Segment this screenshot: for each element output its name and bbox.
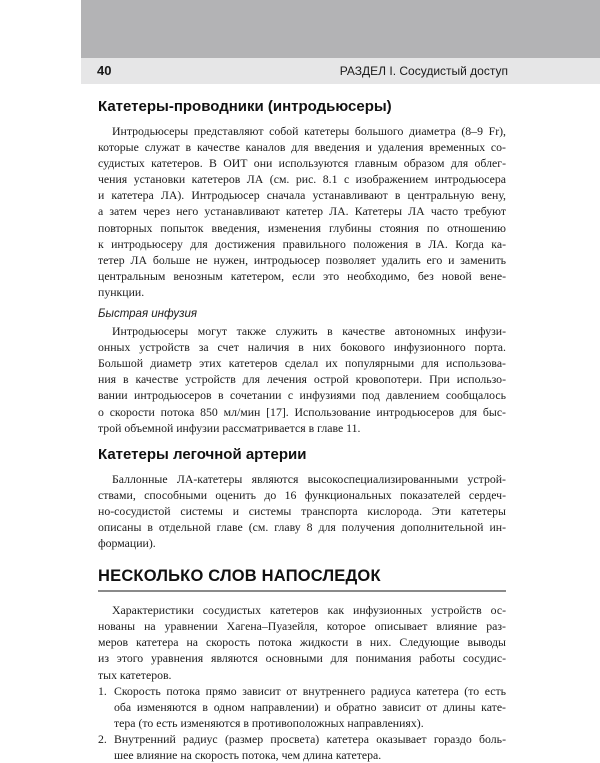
text-line: ния в качестве устройств для лечения острой кровопотери. При использо- [98,372,506,387]
text-line: ствами, способными оценить до 16 функциональных показателей сердеч- [98,487,506,502]
text-line: Баллонные ЛА-катетеры являются высокоспециализированными устрой- [112,471,506,486]
page-content [98,92,506,763]
text-line: Интродьюсеры представляют собой катетеры большого диаметра (8–9 Fr), [112,124,506,138]
text-line: нованы на уравнении Хагена–Пуазейля, которое описывает влияние раз- [98,619,506,634]
text-line: онных устройств за счет наличия в них бокового инфузионного порта. [98,340,506,355]
page-number: 40 [97,63,112,78]
text-line: из этого уравнения являются основными для понимания работы сосудис- [98,651,506,666]
text-line: и катетера ЛА). Интродьюсер сначала устанавливают в центральную вену, [98,188,506,203]
text-line: тетер ЛА больше не нужен, интродьюсер позволяет удалить его и заменить [98,252,506,267]
text-line: Скорость потока прямо зависит от внутреннего радиуса катетера (то есть [114,683,506,698]
header-gray-block [81,0,600,58]
paragraph-pa-catheters [98,471,506,551]
list-item [98,683,506,731]
paragraph-final-words [98,602,506,682]
text-line: которые служат в качестве каналов для введения и удаления временных со- [98,140,506,155]
list-number: 1. [98,683,107,698]
text-line: вании интродьюсеров в сочетании с инфузиями под давлением сообщалось [98,388,506,403]
text-line: описаны в отдельной главе (см. главу 8 для получения дополнительной ин- [98,519,506,534]
text-line: трой объемной инфузии рассматривается в главе 11. [98,420,361,435]
text-line: тых катетеров. [98,667,172,682]
text-line: повторных попыток введения, изменения глубины стояния по отношению [98,220,506,235]
running-head: РАЗДЕЛ I. Сосудистый доступ [339,64,508,78]
final-words-heading-block [98,567,506,592]
list-item [98,731,506,763]
text-line: но-сосудистой системы и системы транспорта кислорода. Эти катетеры [98,503,506,518]
text-line: меров катетера на скорость потока жидкости в них. Следующие выводы [98,635,506,650]
text-line: а затем через него устанавливают катетер ЛА. Катетеры ЛА часто требуют [98,204,506,219]
text-line: тера (то есть изменяются в противоположных направлениях). [114,715,424,730]
text-line: формации). [98,536,156,551]
text-line: шее влияние на скорость потока, чем длина катетера. [114,748,382,762]
text-line: чения установки катетеров ЛА (см. рис. 8.1 с изображением интродьюсера [98,172,506,187]
paragraph-rapid-infusion [98,323,506,436]
text-line: оба изменяются в одном направлении) и обратно зависит от длины кате- [114,699,506,714]
section-title-final-words: НЕСКОЛЬКО СЛОВ НАПОСЛЕДОК [98,567,381,586]
section-title-introducers: Катетеры-проводники (интродьюсеры) [98,98,392,115]
conclusions-list [98,683,506,763]
subsection-title-rapid-infusion: Быстрая инфузия [98,308,197,321]
heading-rule [98,590,506,592]
text-line: центральным венозным катетером, если это необходимо, без новой вене- [98,268,506,283]
text-line: Внутренний радиус (размер просвета) катетера оказывает гораздо боль- [114,731,506,746]
text-line: пункции. [98,284,145,299]
text-line: о скорости потока 850 мл/мин [17]. Использование интродьюсеров для быс- [98,404,506,419]
text-line: Большой диаметр этих катетеров сделал их популярными для использова- [98,356,506,371]
list-number: 2. [98,731,107,746]
paragraph-introducers [98,123,506,300]
text-line: Интродьюсеры могут также служить в качестве автономных инфузи- [112,324,506,339]
section-title-pa-catheters: Катетеры легочной артерии [98,445,307,463]
text-line: Характеристики сосудистых катетеров как инфузионных устройств ос- [112,603,506,618]
text-line: судистых катетеров. В ОИТ они используются главным образом для облег- [98,156,506,171]
text-line: к интродьюсеру для достижения правильного положения в ЛА. Когда ка- [98,236,506,251]
